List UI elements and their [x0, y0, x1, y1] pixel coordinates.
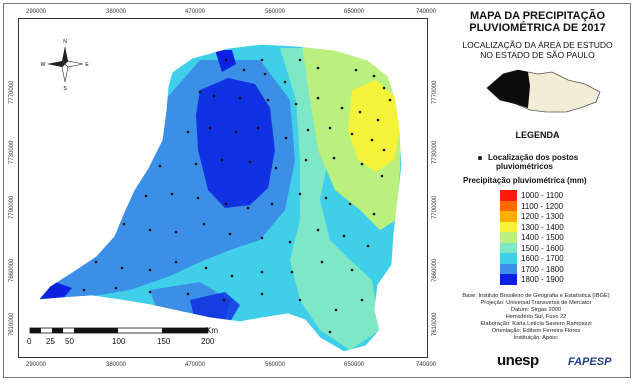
y-tick-label: 7610000 — [9, 312, 15, 336]
legend-swatch — [500, 190, 517, 201]
station-point — [159, 165, 162, 168]
legend-swatch — [500, 211, 517, 222]
station-point — [175, 261, 178, 264]
station-point — [343, 235, 346, 238]
y-tick-label: 7610000 — [432, 312, 438, 336]
south-label: S — [63, 86, 67, 92]
station-legend-line2: pluviométricos — [496, 162, 553, 171]
north-arrow-icon — [41, 39, 90, 92]
station-point — [235, 131, 238, 134]
scale-tick-label: 50 — [65, 337, 74, 346]
station-point — [261, 59, 264, 62]
station-point — [257, 127, 260, 130]
station-point — [307, 129, 310, 132]
station-point — [317, 67, 320, 70]
legend-class-label: 1600 - 1700 — [521, 254, 564, 263]
y-tick-label: 7770000 — [432, 80, 438, 104]
legend-class-label: 1100 - 1200 — [521, 201, 564, 211]
station-point — [351, 133, 354, 136]
scale-unit: Km — [206, 326, 218, 335]
station-point — [223, 299, 226, 302]
station-point — [195, 163, 198, 166]
station-point — [231, 275, 234, 278]
station-point — [261, 293, 264, 296]
station-point — [381, 175, 384, 178]
station-point — [333, 157, 336, 160]
station-point — [121, 267, 124, 270]
precipitation-legend-title: Precipitação pluviométrica (mm) — [463, 176, 587, 185]
station-point — [373, 75, 376, 78]
unesp-logo: unesp — [497, 352, 539, 369]
station-point — [213, 95, 216, 98]
station-point — [289, 241, 292, 244]
station-point — [249, 161, 252, 164]
station-point — [267, 99, 270, 102]
station-point — [261, 237, 264, 240]
station-point — [335, 309, 338, 312]
station-point — [187, 131, 190, 134]
station-dot-icon — [478, 156, 482, 160]
station-point — [149, 291, 152, 294]
legend-class-label: 1500 - 1600 — [521, 243, 564, 253]
east-label: E — [85, 62, 89, 68]
station-point — [149, 229, 152, 232]
station-point — [355, 69, 358, 72]
station-point — [83, 289, 86, 292]
station-point — [299, 193, 302, 196]
map-credits — [436, 293, 636, 342]
legend-swatch — [500, 253, 517, 264]
inset-title-line1: LOCALIZAÇÃO DA ÁREA DE ESTUDO — [462, 40, 613, 50]
legend-swatch — [500, 274, 517, 285]
map-title — [445, 10, 630, 34]
station-point — [305, 159, 308, 162]
station-legend-line1: Localização dos postos — [488, 153, 579, 162]
x-tick-label: 380000 — [106, 362, 127, 368]
scale-tick-label: 150 — [157, 337, 171, 346]
station-point — [291, 271, 294, 274]
station-point — [317, 229, 320, 232]
station-point — [145, 195, 148, 198]
zone-1800-1900-core — [196, 78, 275, 208]
station-point — [285, 137, 288, 140]
inset-title — [445, 40, 630, 60]
station-point — [351, 269, 354, 272]
legend-class-label: 1800 - 1900 — [521, 275, 564, 284]
legend-class-label: 1400 - 1500 — [521, 233, 564, 242]
x-tick-label: 470000 — [185, 362, 206, 368]
west-label: W — [40, 62, 46, 68]
station-point — [325, 197, 328, 200]
station-point — [264, 73, 267, 76]
station-point — [149, 269, 152, 272]
station-point — [295, 103, 298, 106]
legend-class-label: 1200 - 1300 — [521, 212, 564, 221]
y-tick-label: 7660000 — [9, 258, 15, 282]
station-point — [329, 331, 332, 334]
station-point — [261, 271, 264, 274]
station-legend-text — [488, 153, 628, 171]
inset-sao-paulo-state — [487, 70, 600, 112]
station-point — [299, 59, 302, 62]
scale-tick-label: 100 — [112, 337, 126, 346]
station-point — [95, 261, 98, 264]
y-tick-label: 7660000 — [432, 258, 438, 282]
station-point — [221, 159, 224, 162]
y-tick-label: 7730000 — [432, 140, 438, 164]
station-point — [247, 207, 250, 210]
station-point — [199, 91, 202, 94]
station-point — [123, 223, 126, 226]
station-point — [175, 231, 178, 234]
scale-bar — [30, 328, 208, 333]
station-point — [209, 127, 212, 130]
north-label: N — [63, 39, 67, 45]
station-point — [359, 111, 362, 114]
station-point — [225, 203, 228, 206]
legend-swatch — [500, 264, 517, 275]
legend-class-label: 1700 - 1800 — [521, 264, 564, 274]
station-point — [389, 99, 392, 102]
credit-line: Hemisfério Sul, Fuso 22 — [505, 314, 567, 320]
station-point — [271, 203, 274, 206]
x-tick-label: 740000 — [416, 9, 437, 15]
station-point — [239, 97, 242, 100]
credit-line: Projeção: Universal Transversa de Mercator — [480, 300, 592, 306]
x-tick-label: 290000 — [26, 9, 47, 15]
station-point — [171, 193, 174, 196]
inset-title-line2: NO ESTADO DE SÃO PAULO — [480, 50, 595, 60]
station-point — [275, 167, 278, 170]
y-tick-label: 7730000 — [9, 140, 15, 164]
legend-swatch — [500, 201, 517, 212]
station-point — [229, 233, 232, 236]
x-tick-label: 650000 — [344, 362, 365, 368]
map-title-line2: PLUVIOMÉTRICA DE 2017 — [469, 22, 606, 34]
scale-tick-label: 25 — [46, 337, 55, 346]
station-point — [329, 127, 332, 130]
station-point — [377, 119, 380, 122]
station-point — [299, 299, 302, 302]
x-tick-label: 380000 — [106, 9, 127, 15]
station-point — [349, 203, 352, 206]
station-point — [243, 69, 246, 72]
station-point — [383, 87, 386, 90]
x-tick-label: 470000 — [185, 9, 206, 15]
x-tick-label: 740000 — [416, 362, 437, 368]
credit-line: Datum: Sirgas 2000 — [510, 307, 562, 313]
legend-swatch — [500, 222, 517, 233]
station-point — [341, 107, 344, 110]
scale-tick-label: 200 — [201, 337, 215, 346]
station-point — [321, 261, 324, 264]
station-point — [371, 139, 374, 142]
station-point — [367, 245, 370, 248]
credit-line: Base: Instituto Brasileiro de Geografia e Estatística (IBGE) — [462, 293, 610, 299]
legend-swatch — [500, 232, 517, 243]
x-tick-label: 560000 — [265, 9, 286, 15]
credit-line: Instituição: Apoio: — [513, 335, 559, 341]
map-title-line1: MAPA DA PRECIPITAÇÃO — [469, 10, 606, 22]
legend-swatch — [500, 243, 517, 254]
y-tick-label: 7700000 — [432, 195, 438, 219]
station-point — [197, 197, 200, 200]
x-tick-label: 560000 — [265, 362, 286, 368]
legend-class-label: 1000 - 1100 — [521, 191, 564, 200]
station-point — [383, 149, 386, 152]
fapesp-logo: FAPESP — [568, 356, 612, 368]
station-point — [203, 223, 206, 226]
x-tick-label: 650000 — [344, 9, 365, 15]
station-point — [115, 287, 118, 290]
station-point — [361, 163, 364, 166]
legend-title: LEGENDA — [515, 130, 560, 140]
credit-line: Elaboração: Karla Letícia Saviero Rampazzi — [480, 321, 592, 327]
station-point — [317, 97, 320, 100]
station-point — [225, 59, 228, 62]
y-tick-label: 7770000 — [9, 80, 15, 104]
station-point — [373, 213, 376, 216]
station-point — [284, 81, 287, 84]
scale-tick-label: 0 — [27, 337, 32, 346]
x-tick-label: 290000 — [26, 362, 47, 368]
station-point — [205, 267, 208, 270]
station-point — [187, 293, 190, 296]
y-tick-label: 7700000 — [9, 195, 15, 219]
credit-line: Orientação: Edilson Ferreira Flores — [491, 328, 581, 334]
legend-class-label: 1300 - 1400 — [521, 222, 564, 232]
station-point — [361, 299, 364, 302]
